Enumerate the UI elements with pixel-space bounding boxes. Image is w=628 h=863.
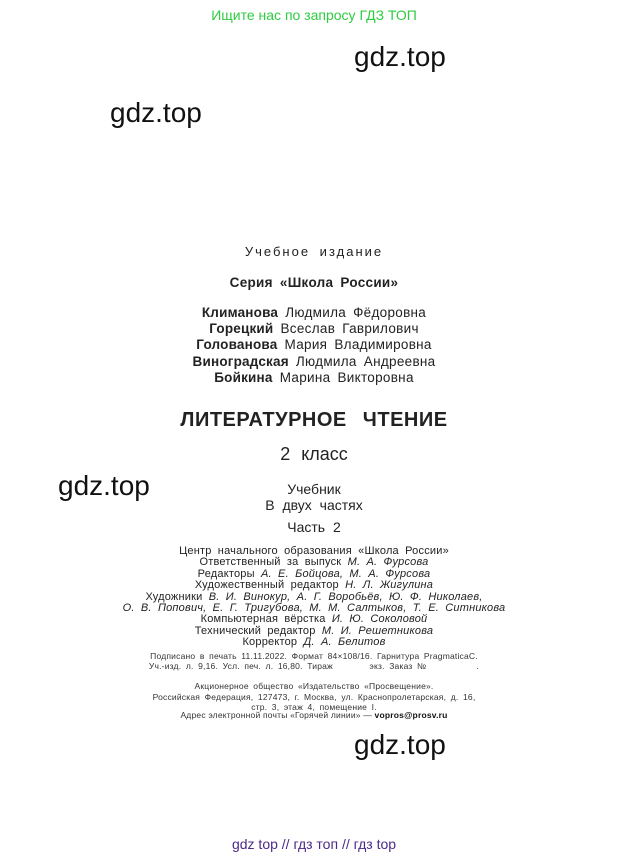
author-surname: Климанова [201, 305, 279, 320]
credit-name: О. В. Попович, Е. Г. Тригубова, М. М. Салтыков, Т. Е. Ситникова [122, 602, 506, 615]
imprint-line: Российская Федерация, 127473, г. Москва, ул. Краснопролетарская, д. 16, [152, 691, 476, 702]
banner-text: Ищите нас по запросу ГДЗ ТОП [211, 7, 417, 23]
credit-name: Д. А. Белитов [303, 636, 386, 649]
credit-label: Художественный редактор [194, 579, 339, 592]
credit-name: В. И. Винокур, А. Г. Воробьёв, Ю. Ф. Николаев, [208, 590, 483, 603]
search-banner [0, 7, 628, 23]
author-surname: Голованова [196, 337, 278, 353]
imprint-block [0, 651, 628, 712]
imprint-line: Подписано в печать 11.11.2022. Формат 84×108/16. Гарнитура PragmaticaC. [150, 651, 478, 661]
author-line [0, 321, 628, 337]
footer-separator: // [281, 836, 290, 852]
footer-links [0, 836, 628, 852]
author-name: Мария Владимировна [284, 337, 432, 353]
book-title: ЛИТЕРАТУРНОЕ ЧТЕНИЕ [180, 409, 448, 431]
author-surname: Виноградская [192, 353, 289, 369]
book-info [0, 481, 628, 535]
author-surname: Горецкий [209, 321, 274, 337]
book-part: Часть 2 [287, 519, 341, 535]
authors-list [0, 305, 628, 386]
credit-label: Корректор [242, 636, 298, 649]
credit-name: А. Е. Бойцова, М. А. Фурсова [260, 567, 431, 580]
book-parts: В двух частях [265, 497, 363, 513]
credit-label: Художники [145, 590, 203, 603]
watermark: gdz.top [354, 41, 446, 72]
credit-label: Ответственный за выпуск [199, 556, 342, 569]
credits-block [0, 546, 628, 649]
watermark: gdz.top [58, 470, 150, 501]
imprint-line: Акционерное общество «Издательство «Просвещение». [194, 681, 434, 692]
credit-label: Технический редактор [194, 624, 316, 637]
author-line [0, 354, 628, 370]
author-line [0, 370, 628, 386]
author-line [0, 305, 628, 321]
author-name: Людмила Фёдоровна [285, 305, 427, 320]
credit-name: М. И. Решетникова [321, 624, 434, 637]
author-name: Людмила Андреевна [295, 353, 436, 369]
watermark: gdz.top [354, 729, 446, 760]
author-surname: Бойкина [214, 369, 273, 385]
author-name: Марина Викторовна [279, 369, 414, 385]
credit-label: Редакторы [197, 567, 255, 580]
author-line [0, 337, 628, 353]
watermark: gdz.top [110, 97, 202, 128]
credit-name: Н. Л. Жигулина [345, 579, 434, 592]
email-label: Адрес электронной почты «Горячей линии» — [180, 710, 372, 720]
imprint-line: Уч.-изд. л. 9,16. Усл. печ. л. 16,80. Тираж экз. Заказ № . [148, 661, 480, 672]
footer-separator: // [341, 836, 350, 852]
footer-link-gdz-top-ru[interactable]: гдз топ [293, 836, 339, 852]
edition-type: Учебное издание [244, 244, 384, 259]
credit-name: И. Ю. Соколовой [331, 613, 428, 626]
credit-name: М. А. Фурсова [347, 556, 429, 569]
footer-link-gdz-top[interactable]: gdz top [231, 836, 278, 852]
credit-label: Компьютерная вёрстка [200, 613, 326, 626]
credit-line [0, 637, 628, 648]
book-type: Учебник [287, 481, 341, 497]
credit-label: Центр начального образования «Школа России» [179, 545, 449, 557]
author-name: Всеслав Гаврилович [280, 321, 419, 337]
hotline-email [0, 710, 628, 720]
footer-link-gdz-top-mixed[interactable]: гдз top [353, 836, 397, 852]
email-link[interactable]: vopros@prosv.ru [374, 710, 448, 720]
series-title: Серия «Школа России» [229, 275, 399, 290]
grade-label: 2 класс [280, 444, 348, 464]
imprint-line: стр. 3, этаж 4, помещение I. [251, 701, 377, 712]
